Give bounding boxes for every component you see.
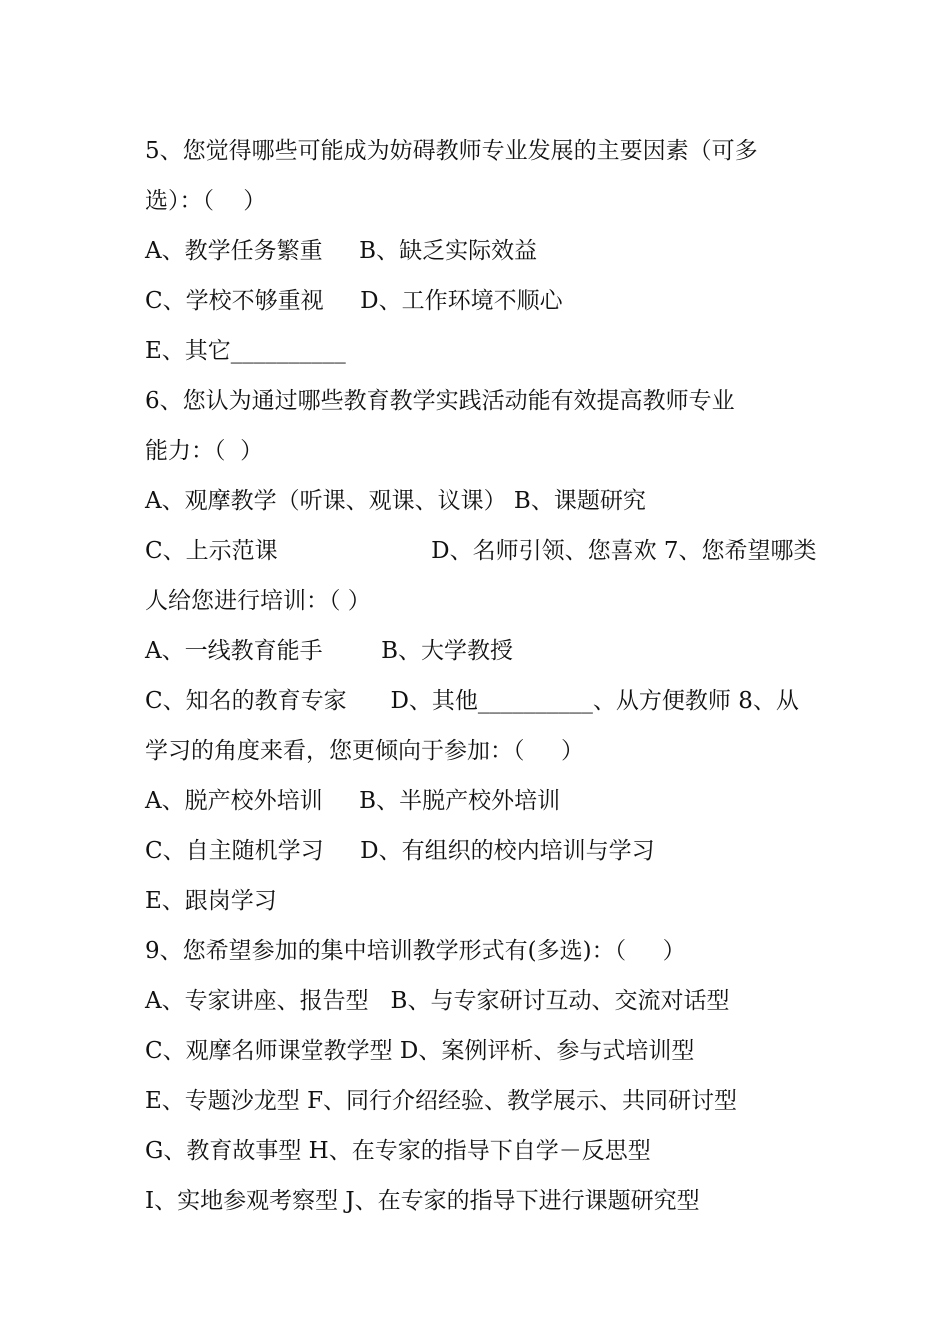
q5-option-c-d: C、学校不够重视 D、工作环境不顺心	[145, 288, 563, 314]
q9-option-e-f: E、专题沙龙型 F、同行介绍经验、教学展示、共同研讨型	[145, 1088, 738, 1114]
q6-option-a-b: A、观摩教学（听课、观课、议课） B、课题研究	[145, 488, 646, 514]
q8-text-line-2: 学习的角度来看，您更倾向于参加：（ ）	[145, 738, 585, 764]
q8-option-c-d: C、自主随机学习 D、有组织的校内培训与学习	[145, 838, 655, 864]
q8-option-a-b: A、脱产校外培训 B、半脱产校外培训	[145, 788, 561, 814]
q6-text-line-1: 6、您认为通过哪些教育教学实践活动能有效提高教师专业	[145, 388, 735, 414]
q6-text-line-2: 能力：（ ）	[145, 438, 264, 464]
document-page	[145, 126, 815, 1226]
q9-option-c-d: C、观摩名师课堂教学型 D、案例评析、参与式培训型	[145, 1038, 695, 1064]
q8-option-e: E、跟岗学习	[145, 888, 277, 914]
q5-option-e: E、其它__________	[145, 338, 346, 364]
q5-option-a-b: A、教学任务繁重 B、缺乏实际效益	[145, 238, 538, 264]
q9-option-i-j: I、实地参观考察型 J、在专家的指导下进行课题研究型	[145, 1188, 700, 1214]
q9-text: 9、您希望参加的集中培训教学形式有(多选)：（ ）	[145, 938, 686, 964]
q9-option-g-h: G、教育故事型 H、在专家的指导下自学－反思型	[145, 1138, 651, 1164]
q9-option-a-b: A、专家讲座、报告型 B、与专家研讨互动、交流对话型	[145, 988, 730, 1014]
q7-text-line-2: 人给您进行培训：（ ）	[145, 588, 371, 614]
q6-option-c-d-q7-text: C、上示范课 D、名师引领、您喜欢 7、您希望哪类	[145, 538, 817, 564]
q5-text-line-2: 选）：（ ）	[145, 188, 267, 214]
q7-option-a-b: A、一线教育能手 B、大学教授	[145, 638, 513, 664]
q7-option-c-d-q8-text: C、知名的教育专家 D、其他__________、从方便教师 8、从	[145, 688, 799, 714]
q5-text-line-1: 5、您觉得哪些可能成为妨碍教师专业发展的主要因素（可多	[145, 138, 758, 164]
